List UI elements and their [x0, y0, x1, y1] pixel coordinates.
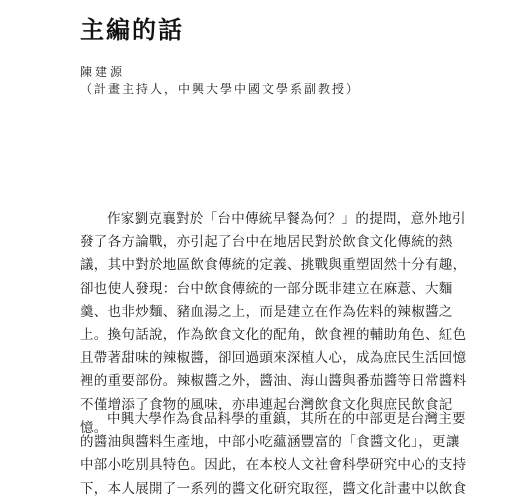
author-affiliation: （計畫主持人，中興大學中國文學系副教授） — [80, 82, 361, 96]
text-line: 發了各方論戰，亦引起了台中在地居民對於飲食文化傳統的熱 — [80, 234, 453, 251]
text-line: 中興大學作為食品科學的重鎮，其所在的中部更是台灣主要 — [107, 411, 466, 427]
text-line: 中部小吃別具特色。因此，在本校人文社會科學研究中心的支持 — [80, 457, 467, 474]
text-line: 羹、也非炒麵、豬血湯之上，而是建立在作為佐料的辣椒醬之 — [80, 303, 453, 320]
page-title: 主編的話 — [80, 16, 184, 44]
author-name: 陳建源 — [80, 65, 126, 79]
body-paragraph-1 — [80, 208, 467, 440]
text-line: 的醬油與醬料生產地，中部小吃蘊涵豐富的「食醬文化」，更讓 — [80, 434, 460, 451]
text-line: 裡的重要部份。辣椒醬之外，醬油、海山醬與番茄醬等日常醬料 — [80, 373, 467, 390]
text-line: 下，本人展開了一系列的醬文化研究取徑，醬文化計畫中以飲食 — [80, 480, 467, 497]
text-line: 作家劉克襄對於「台中傳統早餐為何？」的提問，意外地引 — [107, 211, 466, 227]
text-line: 上。換句話說，作為飲食文化的配角，飲食裡的輔助角色、紅色 — [80, 327, 467, 344]
text-line: 卻也使人發現：台中飲食傳統的一部分既非建立在麻薏、大麵 — [80, 280, 453, 297]
text-line: 不僅增添了食物的風味，亦串連起台灣飲食文化與庶民飲食記 — [80, 396, 453, 413]
text-line: 且帶著甜味的辣椒醬，卻回過頭來深植人心，成為庶民生活回憶 — [80, 350, 467, 367]
body-paragraph-2 — [80, 408, 467, 501]
text-line: 憶。 — [80, 419, 108, 436]
text-line: 議，其中對於地區飲食傳統的定義、挑戰與重塑固然十分有趣， — [80, 257, 467, 274]
